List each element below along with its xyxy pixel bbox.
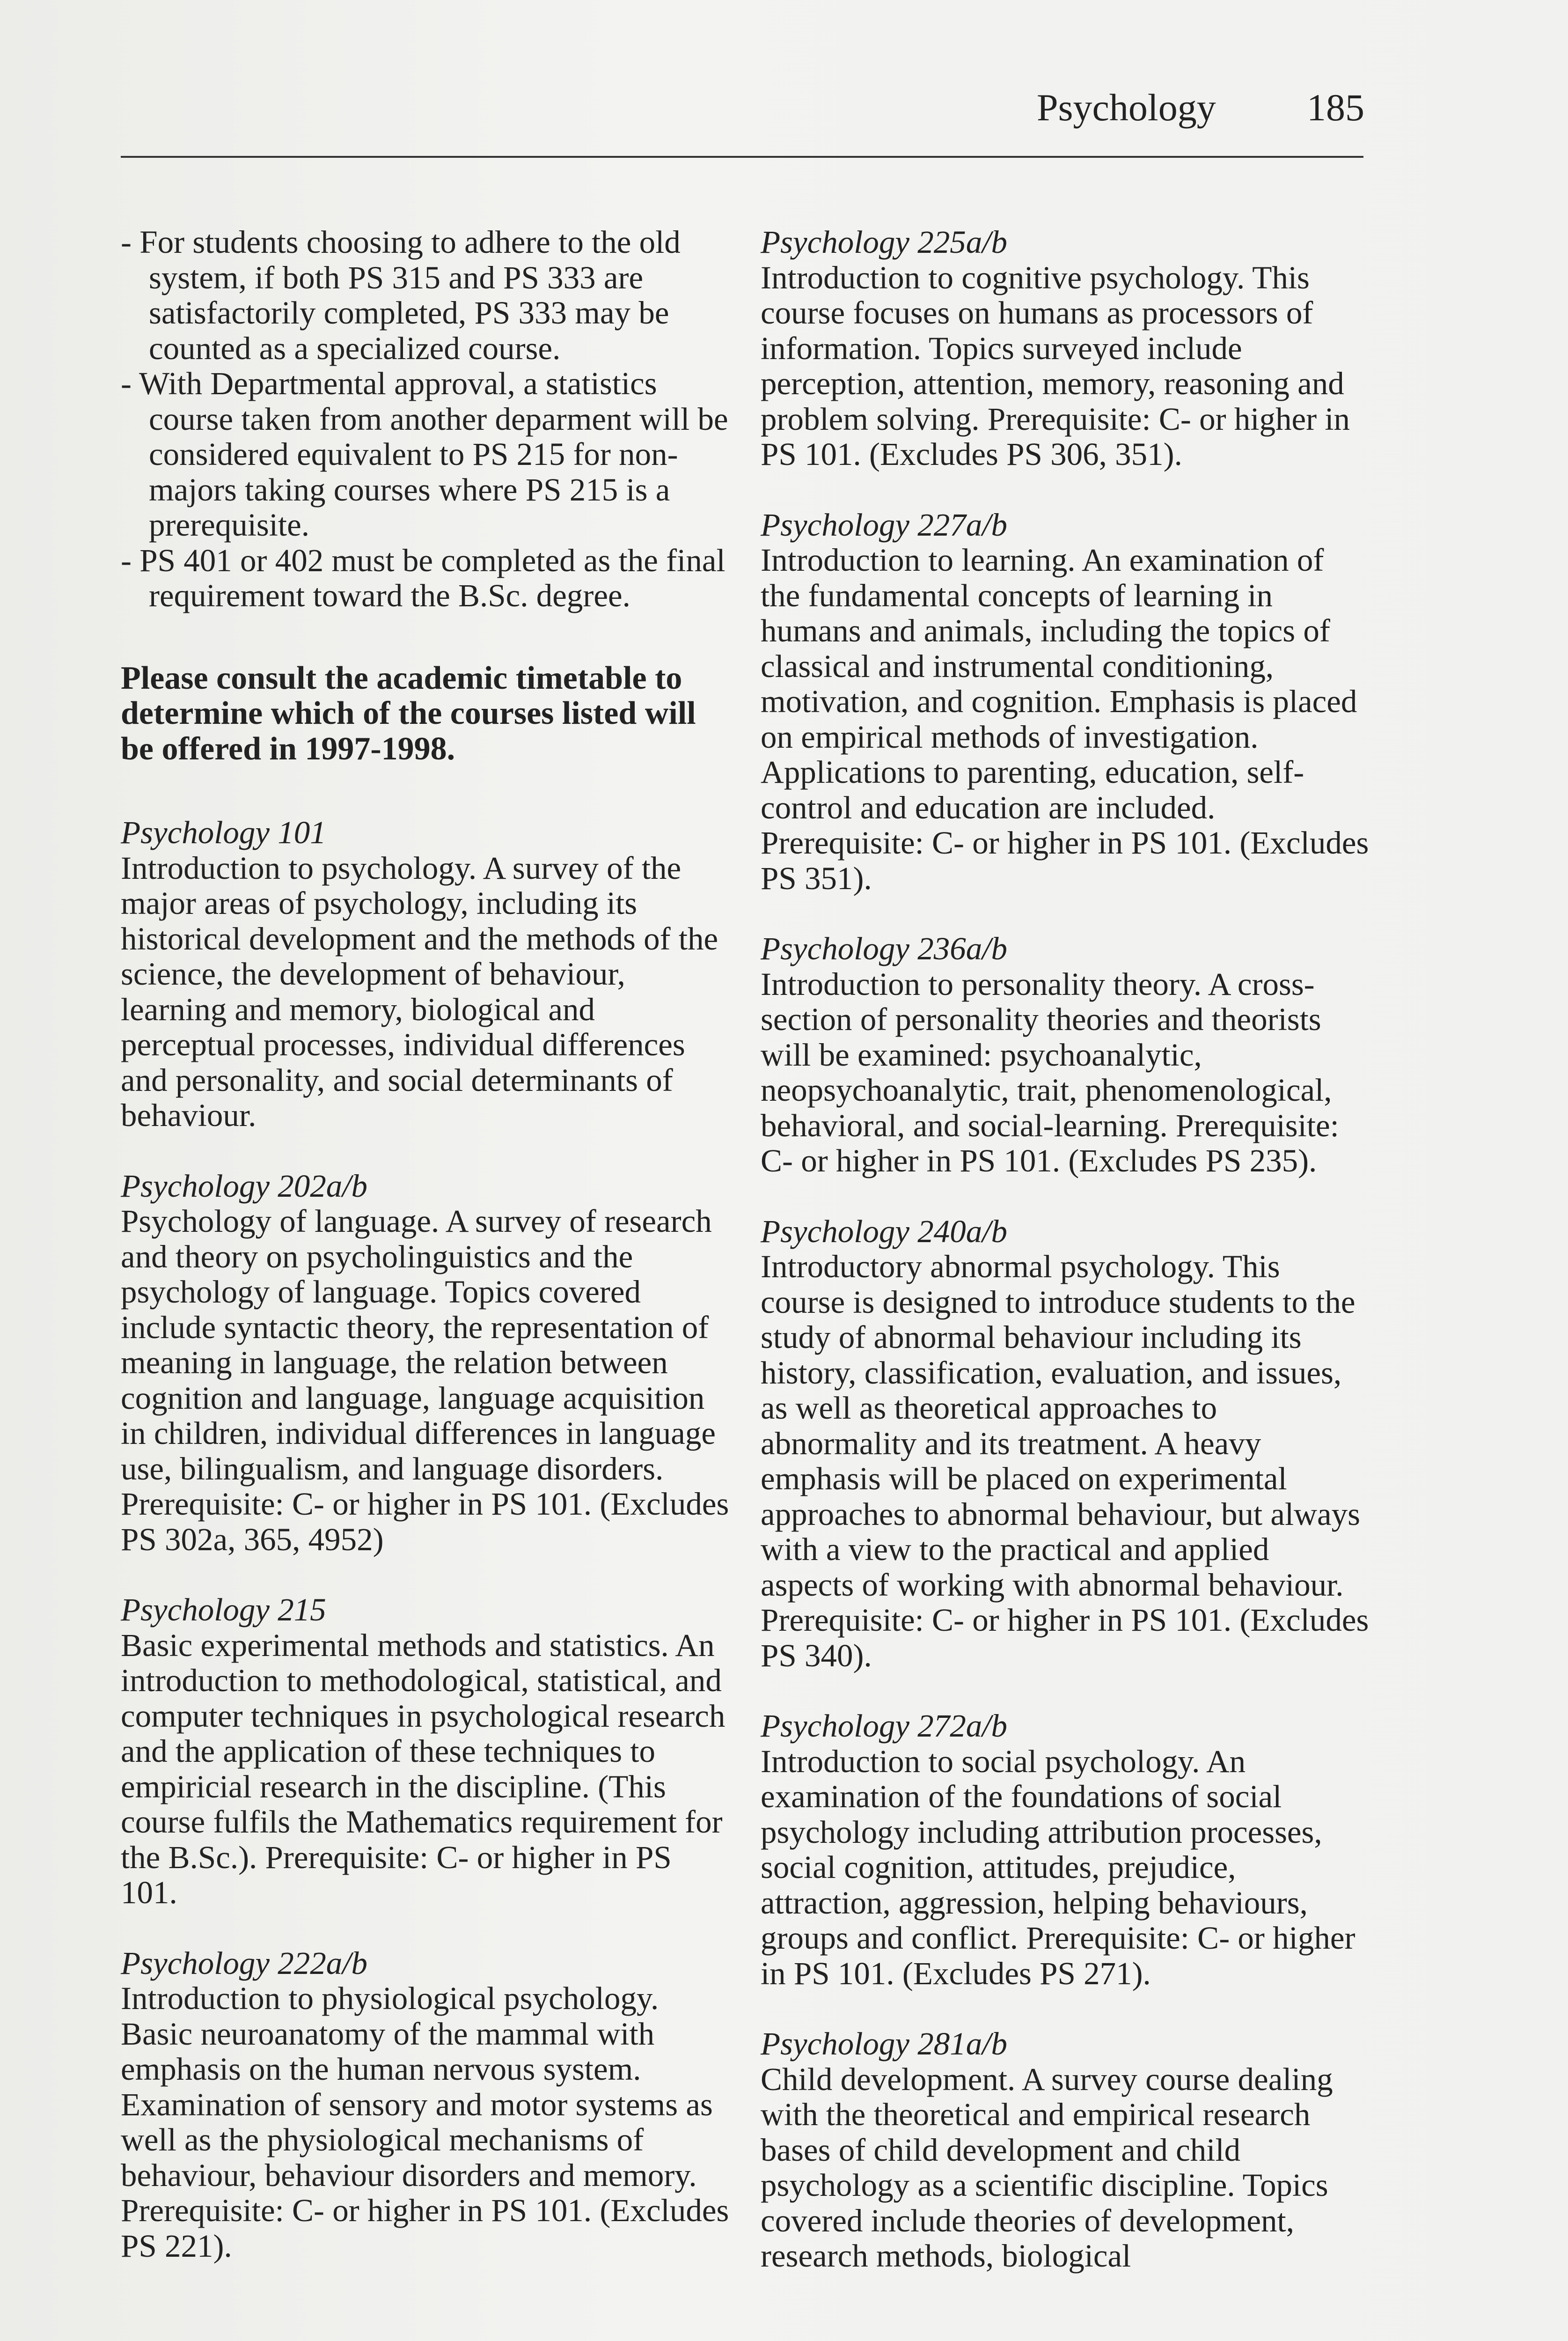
course-description: Introduction to personality theory. A cross-section of personality theories and theorists will be examined: psychoanalytic, neopsychoanalytic, trait, phenomenological, behavioral, and social-learning. Prerequisite: C- or higher in PS 101. (Excludes PS 235).: [761, 966, 1339, 1178]
course-entry: [121, 1592, 729, 1911]
course-description: Introduction to social psychology. An examination of the foundations of social psychology including attribution processes, social cognition, attitudes, prejudice, attraction, aggression, helping behaviours, groups and conflict. Prerequisite: C- or higher in PS 101. (Excludes PS 271).: [761, 1743, 1356, 1991]
course-title: Psychology 240a/b: [761, 1213, 1007, 1249]
right-column: [761, 225, 1369, 2309]
left-column: [121, 225, 729, 2299]
timetable-notice: Please consult the academic timetable to determine which of the courses listed will be offered in 1997-1998.: [121, 660, 696, 767]
course-title: Psychology 272a/b: [761, 1708, 1007, 1744]
note-item: - PS 401 or 402 must be completed as the final requirement toward the B.Sc. degree.: [121, 542, 725, 613]
course-entry: [121, 1946, 729, 2264]
course-entry: [761, 931, 1369, 1179]
course-description: Basic experimental methods and statistics. An introduction to methodological, statistical, and computer techniques in psychological research and the application of these techniques to empiricial research in the discipline. (This course fulfils the Mathematics requirement for the B.Sc.). Prerequisite: C- or higher in PS 101.: [121, 1627, 725, 1910]
course-title: Psychology 101: [121, 815, 326, 850]
course-description: Introductory abnormal psychology. This course is designed to introduce students to the study of abnormal behaviour including its history, classification, evaluation, and issues, as well as theoretical approaches to abnormality and its treatment. A heavy emphasis will be placed on experimental approaches to abnormal behaviour, but always with a view to the practical and applied aspects of working with abnormal behaviour. Prerequisite: C- or higher in PS 101. (Excludes PS 340).: [761, 1249, 1369, 1673]
course-description: Introduction to psychology. A survey of the major areas of psychology, including its historical development and the methods of the science, the development of behaviour, learning and memory, biological and perceptual processes, individual differences and personality, and social determinants of behaviour.: [121, 850, 718, 1133]
course-title: Psychology 222a/b: [121, 1945, 367, 1981]
note-item: - For students choosing to adhere to the old system, if both PS 315 and PS 333 are satisfactorily completed, PS 333 may be counted as a specialized course.: [121, 224, 681, 366]
requirements-notes: [121, 225, 729, 614]
section-title: Psychology: [1037, 86, 1216, 129]
course-entry: [761, 1214, 1369, 1674]
header-rule: [121, 156, 1363, 158]
course-entry: [761, 1708, 1369, 1991]
course-description: Introduction to learning. An examination of the fundamental concepts of learning in humans and animals, including the topics of classical and instrumental conditioning, motivation, and cognition. Emphasis is placed on empirical methods of investigation. Applications to parenting, education, self-control and education are included. Prerequisite: C- or higher in PS 101. (Excludes PS 351).: [761, 542, 1369, 896]
course-title: Psychology 227a/b: [761, 507, 1007, 543]
course-description: Psychology of language. A survey of research and theory on psycholinguistics and the psychology of language. Topics covered include syntactic theory, the representation of meaning in language, the relation between cognition and language, language acquisition in children, individual differences in language use, bilingualism, and language disorders. Prerequisite: C- or higher in PS 101. (Excludes PS 302a, 365, 4952): [121, 1203, 729, 1557]
course-entry: [121, 815, 729, 1134]
course-entry: [761, 508, 1369, 897]
course-description: Introduction to cognitive psychology. This course focuses on humans as processors of information. Topics surveyed include perception, attention, memory, reasoning and problem solving. Prerequisite: C- or higher in PS 101. (Excludes PS 306, 351).: [761, 259, 1350, 472]
course-entry: [761, 225, 1369, 472]
course-title: Psychology 281a/b: [761, 2026, 1007, 2061]
course-title: Psychology 215: [121, 1592, 326, 1627]
course-title: Psychology 236a/b: [761, 931, 1007, 966]
course-title: Psychology 202a/b: [121, 1168, 367, 1204]
page-header: [1037, 80, 1364, 136]
note-item: - With Departmental approval, a statistics course taken from another deparment will be considered equivalent to PS 215 for non-majors taking courses where PS 215 is a prerequisite.: [121, 366, 728, 543]
course-description: Child development. A survey course dealing with the theoretical and empirical research bases of child development and child psychology as a scientific discipline. Topics covered include theories of development, research methods, biological: [761, 2061, 1333, 2274]
course-description: Introduction to physiological psychology. Basic neuroanatomy of the mammal with emphasis on the human nervous system. Examination of sensory and motor systems as well as the physiological mechanisms of behaviour, behaviour disorders and memory. Prerequisite: C- or higher in PS 101. (Excludes PS 221).: [121, 1980, 729, 2264]
course-title: Psychology 225a/b: [761, 224, 1007, 260]
course-entry: [121, 1169, 729, 1558]
course-entry: [761, 2026, 1369, 2274]
page-number: 185: [1307, 86, 1364, 129]
